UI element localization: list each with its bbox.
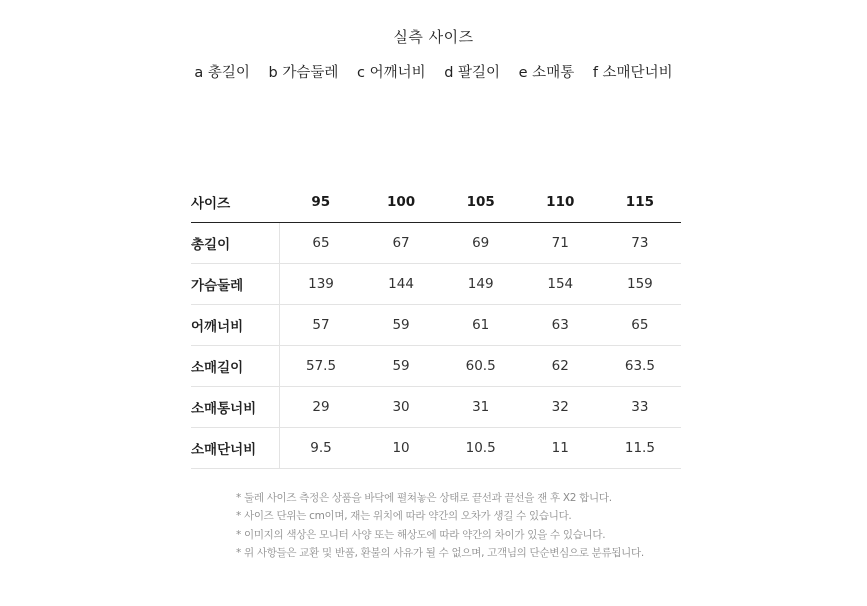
legend-item-d: d 팔길이	[444, 65, 501, 81]
legend-item-a: a 총길이	[194, 65, 250, 81]
table-cell: 154	[522, 264, 599, 305]
header-cell: 105	[440, 182, 522, 223]
table-cell: 59	[363, 305, 440, 346]
table-row	[191, 305, 681, 346]
table-cell: 30	[363, 387, 440, 428]
row-label: 어깨너비	[191, 305, 279, 346]
note-line: * 위 사항들은 교환 및 반품, 환불의 사유가 될 수 없으며, 고객님의 단순변심으로 분류됩니다.	[236, 546, 644, 559]
table-cell: 31	[440, 387, 522, 428]
table-cell: 144	[363, 264, 440, 305]
size-notes	[236, 489, 644, 562]
table-cell: 139	[279, 264, 363, 305]
table-row	[191, 223, 681, 264]
table-cell: 63.5	[599, 346, 681, 387]
row-label: 가슴둘레	[191, 264, 279, 305]
table-cell: 11	[522, 428, 599, 469]
table-cell: 57.5	[279, 346, 363, 387]
table-cell: 62	[522, 346, 599, 387]
legend-item-c: c 어깨너비	[356, 65, 426, 81]
row-label: 소매통너비	[191, 387, 279, 428]
table-row	[191, 264, 681, 305]
header-cell: 사이즈	[191, 182, 279, 223]
header-cell: 115	[599, 182, 681, 223]
table-cell: 63	[522, 305, 599, 346]
table-cell: 69	[440, 223, 522, 264]
table-cell: 73	[599, 223, 681, 264]
table-cell: 29	[279, 387, 363, 428]
measurement-legend	[0, 61, 867, 82]
table-row	[191, 387, 681, 428]
size-table	[191, 182, 681, 469]
table-cell: 10.5	[440, 428, 522, 469]
legend-item-b: b 가슴둘레	[268, 65, 339, 81]
legend-item-e: e 소매통	[518, 65, 575, 81]
table-cell: 33	[599, 387, 681, 428]
header-cell: 100	[363, 182, 440, 223]
table-cell: 65	[599, 305, 681, 346]
table-cell: 57	[279, 305, 363, 346]
table-cell: 59	[363, 346, 440, 387]
table-cell: 149	[440, 264, 522, 305]
table-cell: 32	[522, 387, 599, 428]
row-label: 소매단너비	[191, 428, 279, 469]
table-cell: 159	[599, 264, 681, 305]
page-title: 실측 사이즈	[393, 28, 474, 46]
table-cell: 71	[522, 223, 599, 264]
table-cell: 60.5	[440, 346, 522, 387]
table-cell: 67	[363, 223, 440, 264]
table-row	[191, 428, 681, 469]
legend-item-f: f 소매단너비	[592, 65, 673, 81]
row-label: 소매길이	[191, 346, 279, 387]
header-cell: 95	[279, 182, 363, 223]
table-header-row	[191, 182, 681, 223]
table-row	[191, 346, 681, 387]
table-cell: 65	[279, 223, 363, 264]
note-line: * 이미지의 색상은 모니터 사양 또는 해상도에 따라 약간의 차이가 있을 수 있습니다.	[236, 528, 606, 541]
note-line: * 둘레 사이즈 측정은 상품을 바닥에 펼쳐놓은 상태로 끝선과 끝선을 잰 후 X2 합니다.	[236, 492, 612, 504]
row-label: 총길이	[191, 223, 279, 264]
table-cell: 61	[440, 305, 522, 346]
header-cell: 110	[522, 182, 599, 223]
table-cell: 11.5	[599, 428, 681, 469]
table-cell: 10	[363, 428, 440, 469]
table-cell: 9.5	[279, 428, 363, 469]
note-line: * 사이즈 단위는 cm이며, 재는 위치에 따라 약간의 오차가 생길 수 있습니다.	[236, 510, 572, 523]
